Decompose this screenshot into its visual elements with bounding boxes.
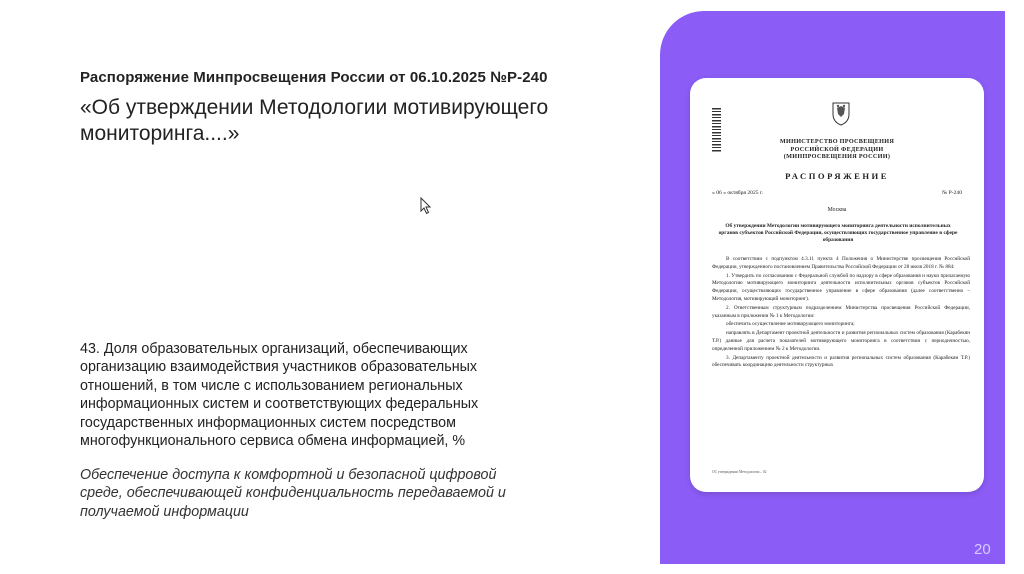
document-paragraph: обеспечить осуществление мотивирующего мониторинга; bbox=[726, 321, 855, 328]
ministry-name bbox=[690, 138, 984, 161]
coat-of-arms-icon bbox=[830, 100, 852, 126]
slide-heading: Распоряжение Минпросвещения России от 06.10.2025 №Р-240 bbox=[80, 69, 548, 86]
document-paragraph: 3. Департаменту проектной деятельности и развития региональных систем образования (Карабекян Т.Р.) обеспечивать координацию деятельности структурных bbox=[712, 354, 970, 369]
document-paragraph: направлять в Департамент проектной деятельности и развития региональных систем образования (Карабекян Т.Р.) данные для расчета показателей мотивирующего мониторинга в соответствии с периодичностью, определенной приложением № 2 к Методологии. bbox=[712, 330, 970, 352]
indicator-note: Обеспечение доступа к комфортной и безопасной цифровой среде, обеспечивающей конфиденциальность передаваемой и получаемой информации bbox=[80, 467, 506, 520]
document-footer: ОС утверждении Методологии – 02 bbox=[712, 470, 767, 474]
ministry-line: (МИНПРОСВЕЩЕНИЯ РОССИИ) bbox=[783, 153, 891, 161]
slide-title: «Об утверждении Методологии мотивирующего мониторинга....» bbox=[80, 96, 549, 145]
document-image bbox=[690, 78, 984, 492]
indicator-description: 43. Доля образовательных организаций, обеспечивающих организацию взаимодействия участников образовательных отношений, в том числе с использованием региональных информационных систем и соответствующих федеральных государственных информационных систем посредством многофункционального сервиса обмена информацией, % bbox=[80, 341, 479, 450]
document-number: № Р-240 bbox=[941, 190, 962, 196]
document-type: РАСПОРЯЖЕНИЕ bbox=[785, 171, 889, 181]
ministry-line: МИНИСТЕРСТВО ПРОСВЕЩЕНИЯ bbox=[779, 138, 895, 145]
mouse-cursor-icon bbox=[420, 197, 432, 215]
document-body bbox=[712, 256, 970, 371]
document-paragraph: 1. Утвердить по согласованию с Федеральной службой по надзору в сфере образования и науки прилагаемую Методологию мотивирующего мониторинга деятельности исполнительных органов субъектов Российской Федерации, осуществляющих государственное управление в сфере образования (далее соответственно – Методология, мотивирующий мониторинг). bbox=[712, 272, 970, 302]
document-paragraph: 2. Ответственным структурным подразделением Министерства просвещения Российской Федерации, указанным в приложении № 1 к Методологии: bbox=[712, 304, 970, 319]
date-line bbox=[712, 190, 962, 196]
page-number: 20 bbox=[974, 541, 991, 558]
ministry-line: РОССИЙСКОЙ ФЕДЕРАЦИИ bbox=[790, 145, 884, 153]
document-date: « 06 » октября 2025 г. bbox=[712, 190, 764, 196]
document-city: Москва bbox=[827, 207, 847, 213]
document-subject: Об утверждении Методологии мотивирующего мониторинга деятельности исполнительных органов субъектов Российской Федерации, осуществляющих государственное управление в сфере образования bbox=[718, 223, 958, 243]
document-paragraph: В соответствии с подпунктом 4.3.11 пункта 4 Положения о Министерстве просвещения Российской Федерации, утвержденного постановлением Правительства Российской Федерации от 28 июля 2018 г. № 884: bbox=[712, 256, 970, 270]
